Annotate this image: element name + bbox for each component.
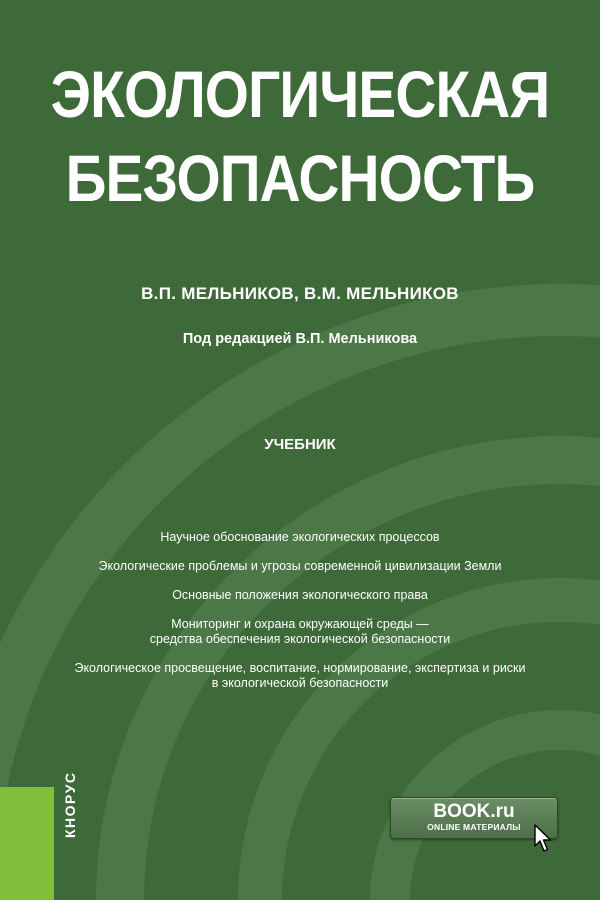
topic-item bbox=[0, 530, 600, 545]
bookru-button[interactable] bbox=[390, 797, 558, 839]
book-kind: УЧЕБНИК bbox=[264, 436, 336, 453]
title-line-2: БЕЗОПАСНОСТЬ bbox=[65, 141, 535, 215]
topic-line: Экологическое просвещение, воспитание, нормирование, экспертиза и риски bbox=[74, 661, 526, 675]
topic-line: Научное обоснование экологических процессов bbox=[160, 530, 440, 544]
topic-line: Основные положения экологического права bbox=[172, 588, 428, 602]
authors: В.П. МЕЛЬНИКОВ, В.М. МЕЛЬНИКОВ bbox=[141, 284, 459, 303]
topic-item bbox=[0, 588, 600, 603]
title-line-1: ЭКОЛОГИЧЕСКАЯ bbox=[50, 57, 550, 131]
topic-line: средства обеспечения экологической безопасности bbox=[149, 632, 451, 646]
book-title bbox=[0, 52, 600, 220]
accent-block bbox=[0, 787, 54, 900]
topic-line: Экологические проблемы и угрозы современной цивилизации Земли bbox=[98, 559, 502, 573]
topic-item bbox=[0, 617, 600, 647]
topic-item bbox=[0, 661, 600, 691]
editor-credit: Под редакцией В.П. Мельникова bbox=[182, 331, 418, 347]
topic-line: в экологической безопасности bbox=[211, 676, 389, 690]
topic-item bbox=[0, 559, 600, 574]
bookru-label: BOOK.ru bbox=[433, 801, 515, 822]
bookru-sublabel: ONLINE МАТЕРИАЛЫ bbox=[427, 822, 521, 832]
topic-line: Мониторинг и охрана окружающей среды — bbox=[171, 617, 429, 631]
topics-list bbox=[0, 530, 600, 705]
publisher-name: КНОРУС bbox=[62, 771, 78, 838]
cursor-arrow-icon bbox=[534, 824, 552, 854]
